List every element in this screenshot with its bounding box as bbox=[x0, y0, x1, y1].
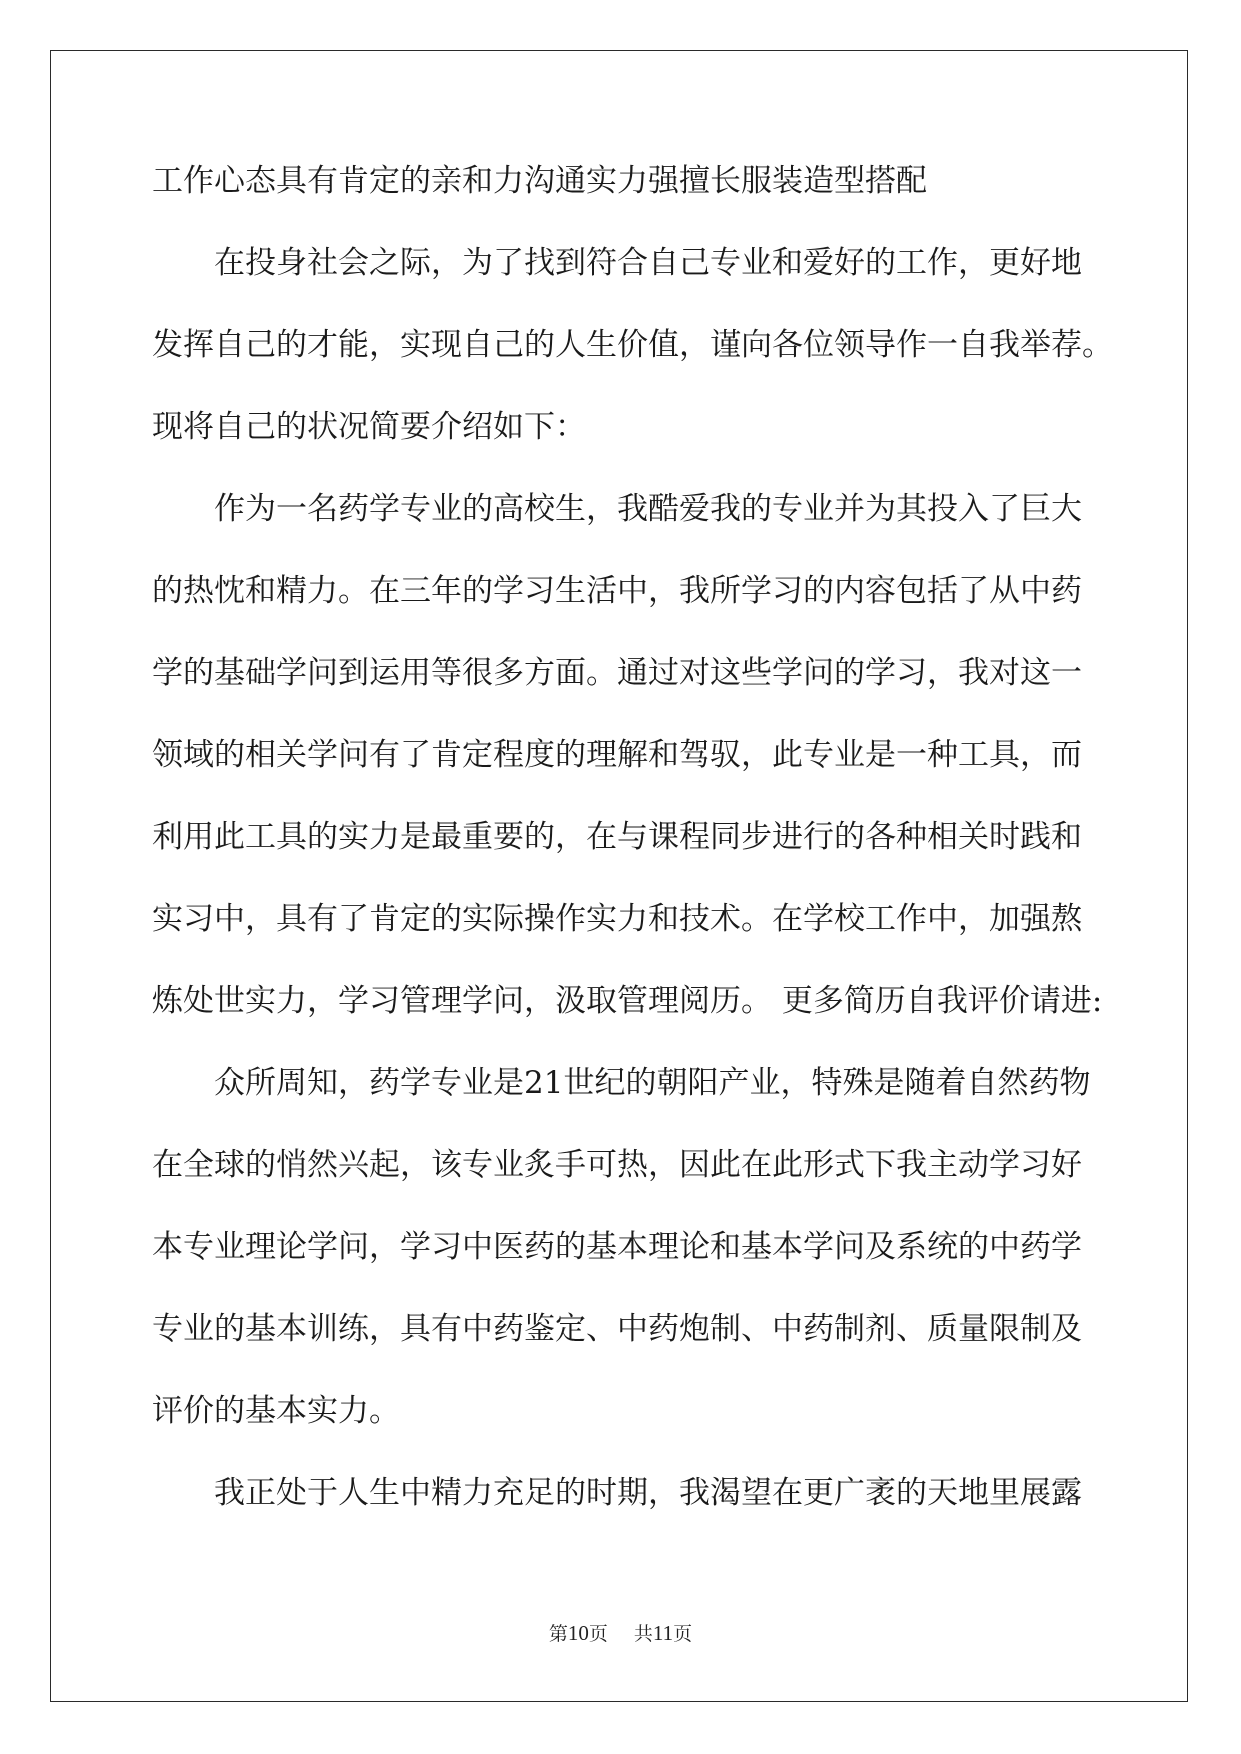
text-line: 作为一名药学专业的高校生，我酷爱我的专业并为其投入了巨大 bbox=[214, 491, 1082, 527]
text-line: 学的基础学问到运用等很多方面。通过对这些学问的学习，我对这一 bbox=[152, 655, 1082, 691]
footer-total-prefix: 共 bbox=[633, 1623, 653, 1645]
text-line: 实习中，具有了肯定的实际操作实力和技术。在学校工作中，加强熬 bbox=[152, 901, 1082, 937]
page-footer bbox=[0, 1621, 1241, 1646]
footer-total-pages: 11 bbox=[652, 1621, 674, 1645]
text-line: 利用此工具的实力是最重要的，在与课程同步进行的各种相关时践和 bbox=[152, 819, 1082, 855]
text-line: 在全球的悄然兴起，该专业炙手可热，因此在此形式下我主动学习好 bbox=[152, 1147, 1082, 1183]
text-line: 工作心态具有肯定的亲和力沟通实力强擅长服装造型搭配 bbox=[152, 163, 927, 199]
footer-page-prefix: 第 bbox=[548, 1623, 568, 1645]
document-body bbox=[152, 160, 1113, 1554]
text-line: 在投身社会之际，为了找到符合自己专业和爱好的工作，更好地 bbox=[214, 245, 1082, 281]
text-line: 我正处于人生中精力充足的时期，我渴望在更广袤的天地里展露 bbox=[214, 1475, 1082, 1511]
footer-page-suffix: 页 bbox=[588, 1623, 608, 1645]
text-line: 众所周知，药学专业是21世纪的朝阳产业，特殊是随着自然药物 bbox=[214, 1065, 1091, 1101]
text-line: 领域的相关学问有了肯定程度的理解和驾驭，此专业是一种工具，而 bbox=[152, 737, 1082, 773]
footer-total-suffix: 页 bbox=[673, 1623, 693, 1645]
text-line: 发挥自己的才能，实现自己的人生价值，谨向各位领导作一自我举荐。 bbox=[152, 327, 1113, 363]
text-line: 本专业理论学问，学习中医药的基本理论和基本学问及系统的中药学 bbox=[152, 1229, 1082, 1265]
text-line: 专业的基本训练，具有中药鉴定、中药炮制、中药制剂、质量限制及 bbox=[152, 1311, 1082, 1347]
text-line: 炼处世实力，学习管理学问，汲取管理阅历。 更多简历自我评价请进: bbox=[152, 983, 1103, 1019]
footer-current-page: 10 bbox=[567, 1621, 589, 1645]
text-line: 的热忱和精力。在三年的学习生活中，我所学习的内容包括了从中药 bbox=[152, 573, 1082, 609]
text-line: 现将自己的状况简要介绍如下： bbox=[152, 409, 586, 445]
text-line: 评价的基本实力。 bbox=[152, 1393, 400, 1429]
